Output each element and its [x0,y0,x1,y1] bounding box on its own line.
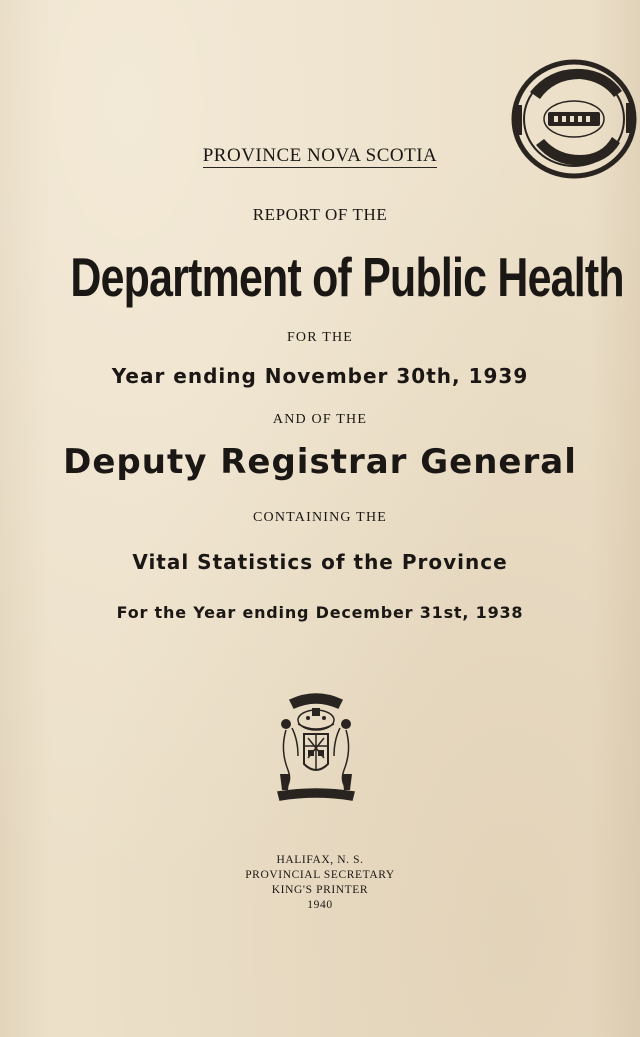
containing-the: CONTAINING THE [252,510,388,525]
vital-statistics: Vital Statistics of the Province [132,550,508,574]
department-title: Department of Public Health [70,246,624,308]
and-of-the: AND OF THE [272,412,368,427]
imprint-city: HALIFAX, N. S. [276,854,364,866]
imprint-year: 1940 [307,899,333,911]
report-of-the: REPORT OF THE [252,205,388,224]
coat-of-arms-icon [268,690,364,808]
deputy-registrar-title: Deputy Registrar General [63,442,577,482]
for-the: FOR THE [286,330,354,345]
imprint-printer: KING'S PRINTER [271,884,369,896]
year-ending: Year ending November 30th, 1939 [111,364,529,388]
province-heading [0,145,640,167]
imprint [0,853,640,913]
for-the-year-ending: For the Year ending December 31st, 1938 [116,603,524,622]
province-text: PROVINCE NOVA SCOTIA [202,145,438,166]
imprint-secretary: PROVINCIAL SECRETARY [245,869,395,881]
